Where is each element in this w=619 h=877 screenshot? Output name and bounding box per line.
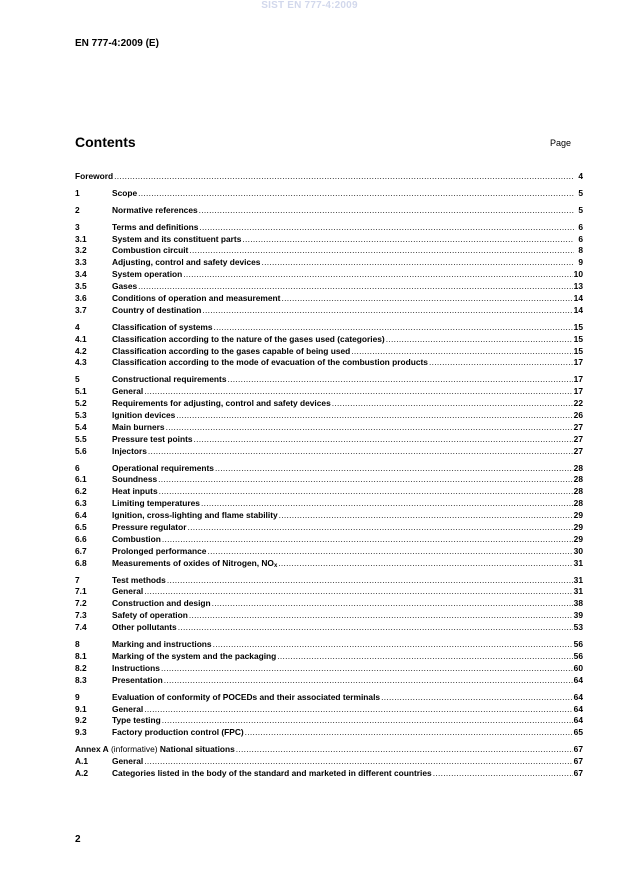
toc-entry-page: 22: [573, 398, 583, 409]
toc-entry[interactable]: [75, 675, 583, 687]
toc-entry-page: 56: [573, 639, 583, 650]
toc-leader-dots: [207, 546, 572, 558]
toc-entry[interactable]: [75, 510, 583, 522]
toc-leader-dots: [261, 257, 574, 269]
toc-entry-page: 65: [573, 727, 583, 738]
toc-entry-number: 3.7: [75, 304, 87, 315]
toc-entry-title-text: General: [112, 586, 144, 597]
toc-entry-title: [112, 558, 277, 570]
toc-entry-number: 6.2: [75, 486, 87, 497]
toc-entry-page: 15: [573, 321, 583, 332]
toc-entry-page: 28: [573, 474, 583, 485]
document-id: EN 777-4:2009 (E): [75, 38, 159, 49]
toc-entry-title-text: Classification of systems: [112, 321, 213, 332]
toc-entry-number: 6: [75, 462, 80, 473]
toc-entry-page: 29: [573, 522, 583, 533]
toc-entry[interactable]: [75, 374, 583, 386]
toc-entry[interactable]: [75, 727, 583, 739]
toc-entry[interactable]: [75, 744, 583, 756]
toc-entry-title-text: Combustion circuit: [112, 245, 189, 256]
toc-entry-number: 8.1: [75, 650, 87, 661]
toc-entry-page: 29: [573, 533, 583, 544]
toc-entry-title: [112, 422, 165, 434]
toc-entry-page: 64: [573, 691, 583, 702]
toc-leader-dots: [278, 558, 572, 570]
toc-entry-annex-qualifier: (informative): [108, 744, 160, 755]
toc-entry-title-text: Annex A: [75, 744, 109, 755]
toc-entry-title: [112, 704, 143, 716]
toc-entry-page: 28: [573, 462, 583, 473]
toc-entry-number: 4.2: [75, 345, 87, 356]
toc-entry-title: [112, 575, 166, 587]
toc-entry-title-text: Terms and definitions: [112, 221, 199, 232]
toc-entry-number: 3.6: [75, 293, 87, 303]
toc-entry-title: [112, 768, 432, 780]
toc-entry-number: 3: [75, 221, 80, 232]
toc-entry[interactable]: [75, 598, 583, 610]
toc-entry-title: [112, 234, 241, 246]
toc-entry[interactable]: [75, 692, 583, 704]
toc-entry-page: 28: [573, 498, 583, 509]
toc-entry[interactable]: [75, 410, 583, 422]
toc-entry-number: 9.2: [75, 715, 87, 726]
toc-entry[interactable]: [75, 422, 583, 434]
toc-entry-page: 60: [573, 662, 583, 673]
toc-leader-dots: [242, 234, 574, 246]
toc-entry-title-text: Classification according to the gases capable of being used: [112, 345, 351, 356]
toc-entry-number: 1: [75, 187, 80, 198]
toc-entry-title-text: Categories listed in the body of the standard and marketed in different countries: [112, 767, 432, 778]
toc-entry-number: 6.6: [75, 533, 87, 544]
toc-entry-title-text: Safety of operation: [112, 610, 188, 621]
toc-entry-number: 4.3: [75, 357, 87, 368]
toc-entry-title-text: Pressure test points: [112, 433, 193, 444]
toc-entry-title: [75, 744, 235, 756]
toc-entry-title-text: Type testing: [112, 715, 161, 726]
toc-leader-dots: [114, 171, 574, 183]
toc-entry-number: 5.2: [75, 398, 87, 409]
toc-leader-dots: [144, 704, 572, 716]
toc-leader-dots: [189, 245, 574, 257]
toc-entry-title: [112, 434, 193, 446]
toc-entry-title-text: Evaluation of conformity of POCEDs and their associated terminals: [112, 691, 381, 702]
toc-entry-page: 14: [573, 293, 583, 303]
toc-entry-title: [112, 188, 137, 200]
toc-entry-title: [112, 257, 260, 269]
toc-entry-title-text: Other pollutants: [112, 622, 177, 633]
toc-entry-title: [112, 463, 214, 475]
toc-entry-number: 7.3: [75, 610, 87, 621]
toc-entry[interactable]: [75, 305, 583, 317]
toc-leader-dots: [162, 715, 573, 727]
toc-entry-page: 31: [573, 574, 583, 585]
toc-entry-number: 9: [75, 691, 80, 702]
toc-entry[interactable]: [75, 205, 583, 217]
toc-entry[interactable]: [75, 704, 583, 716]
toc-entry[interactable]: [75, 587, 583, 599]
toc-entry-number: 9.1: [75, 703, 87, 714]
toc-entry[interactable]: [75, 610, 583, 622]
toc-entry-title: [112, 534, 161, 546]
toc-leader-dots: [189, 610, 573, 622]
toc-entry-title-text: Requirements for adjusting, control and safety devices: [112, 398, 331, 409]
toc-leader-dots: [381, 692, 573, 704]
toc-entry-title-text: Adjusting, control and safety devices: [112, 257, 261, 268]
toc-leader-dots: [159, 486, 573, 498]
contents-heading: Contents: [75, 134, 136, 150]
toc-leader-dots: [199, 205, 574, 217]
toc-entry-page: 17: [573, 386, 583, 397]
page-column-label: Page: [550, 138, 572, 148]
toc-leader-dots: [183, 269, 572, 281]
toc-entry-number: 6.8: [75, 557, 87, 568]
toc-entry-page: 56: [573, 650, 583, 661]
toc-entry-page: 38: [573, 598, 583, 609]
toc-entry-title: [112, 281, 137, 293]
toc-entry[interactable]: [75, 434, 583, 446]
toc-leader-dots: [138, 188, 574, 200]
toc-entry[interactable]: [75, 234, 583, 246]
toc-entry-page: 15: [573, 333, 583, 344]
toc-entry-title: [112, 322, 213, 334]
toc-entry-number: 5.3: [75, 410, 87, 421]
toc-entry-page: 10: [573, 269, 583, 280]
toc-entry-page: 17: [573, 374, 583, 385]
toc-entry-page: 39: [573, 610, 583, 621]
toc-entry-page: 26: [573, 410, 583, 421]
toc-entry-number: 4.1: [75, 333, 87, 344]
toc-entry[interactable]: [75, 398, 583, 410]
toc-leader-dots: [351, 346, 572, 358]
toc-entry-title: [112, 663, 160, 675]
toc-entry-page: 64: [573, 703, 583, 714]
toc-entry-page: 9: [578, 257, 583, 268]
toc-entry-page: 27: [573, 421, 583, 432]
toc-entry-title: [112, 675, 163, 687]
toc-entry-title: [112, 269, 182, 281]
toc-entry-page: 29: [573, 510, 583, 521]
toc-entry-page: 15: [573, 345, 583, 356]
toc-entry-title: [112, 756, 143, 768]
toc-entry-page: 64: [573, 715, 583, 726]
toc-entry-title-text: Soundness: [112, 474, 158, 485]
toc-entry[interactable]: [75, 558, 583, 570]
toc-entry-number: 4: [75, 321, 80, 332]
toc-entry[interactable]: [75, 334, 583, 346]
toc-entry-title-text: Construction and design: [112, 598, 211, 609]
toc-entry-number: 7.1: [75, 586, 87, 597]
toc-leader-dots: [144, 386, 572, 398]
toc-entry-title-text: Combustion: [112, 533, 161, 544]
toc-entry-page: 67: [573, 767, 583, 778]
toc-entry-title-text: General: [112, 703, 144, 714]
toc-entry-title-text: Test methods: [112, 574, 166, 585]
toc-leader-dots: [429, 357, 573, 369]
toc-entry-number: 6.4: [75, 510, 87, 521]
toc-entry-title-text: Marking and instructions: [112, 639, 212, 650]
toc-entry[interactable]: [75, 639, 583, 651]
toc-entry-number: 2: [75, 204, 80, 215]
toc-entry-title: [112, 386, 143, 398]
toc-entry-title: [112, 222, 198, 234]
toc-entry[interactable]: [75, 663, 583, 675]
toc-leader-dots: [213, 639, 573, 651]
toc-entry-title-text: Injectors: [112, 445, 147, 456]
toc-entry-title-text: Measurements of oxides of Nitrogen, NO: [112, 557, 274, 568]
toc-leader-dots: [199, 222, 574, 234]
toc-entry-number: 8.2: [75, 662, 87, 673]
toc-entry-title-text: Marking of the system and the packaging: [112, 650, 277, 661]
toc-entry-number: 7.2: [75, 598, 87, 609]
toc-entry[interactable]: [75, 357, 583, 369]
toc-entry-title-text: Conditions of operation and measurement: [112, 293, 281, 303]
toc-entry-title: [112, 205, 198, 217]
toc-entry-page: 14: [573, 304, 583, 315]
toc-entry-number: A.1: [75, 756, 89, 767]
toc-leader-dots: [214, 322, 573, 334]
toc-entry-number: 3.2: [75, 245, 87, 256]
toc-entry-title: [112, 510, 278, 522]
toc-leader-dots: [187, 522, 572, 534]
toc-entry-title: [112, 715, 161, 727]
toc-entry-title: [112, 374, 226, 386]
toc-entry-annex-title: National situations: [159, 744, 235, 755]
toc-leader-dots: [227, 374, 572, 386]
toc-entry-title-text: Presentation: [112, 674, 163, 685]
toc-entry-title: [112, 498, 200, 510]
toc-entry[interactable]: [75, 257, 583, 269]
toc-entry-number: 5.1: [75, 386, 87, 397]
toc-leader-dots: [144, 756, 572, 768]
toc-entry-title: [112, 410, 175, 422]
toc-entry-page: 67: [573, 744, 583, 755]
toc-leader-dots: [176, 410, 572, 422]
toc-leader-dots: [167, 575, 573, 587]
toc-leader-dots: [148, 446, 573, 458]
toc-entry-subscript: x: [273, 562, 278, 569]
toc-entry-number: 5.6: [75, 445, 87, 456]
toc-entry-number: 8.3: [75, 674, 87, 685]
toc-leader-dots: [279, 510, 573, 522]
toc-entry-title-text: Country of destination: [112, 304, 202, 315]
toc-entry[interactable]: [75, 245, 583, 257]
toc-entry-title-text: Factory production control (FPC): [112, 727, 244, 738]
toc-entry-page: 17: [573, 357, 583, 368]
toc-entry-title-text: Normative references: [112, 204, 198, 215]
toc-leader-dots: [158, 474, 573, 486]
toc-entry-title-text: Instructions: [112, 662, 160, 673]
toc-entry-number: 3.4: [75, 269, 87, 280]
toc-entry-title: [112, 334, 385, 346]
toc-entry-title: [112, 293, 280, 305]
toc-entry-page: 27: [573, 445, 583, 456]
toc-entry-number: 9.3: [75, 727, 87, 738]
toc-entry-title: [112, 522, 186, 534]
toc-entry[interactable]: [75, 322, 583, 334]
toc-entry-title-text: System operation: [112, 269, 183, 280]
toc-leader-dots: [281, 293, 572, 305]
toc-entry-title-text: Operational requirements: [112, 462, 214, 473]
toc-entry-title-text: General: [112, 756, 144, 767]
toc-entry-page: 4: [578, 170, 583, 181]
toc-entry[interactable]: [75, 474, 583, 486]
toc-entry-page: 6: [578, 221, 583, 232]
toc-entry-title: [112, 692, 380, 704]
toc-entry-title-text: Pressure regulator: [112, 522, 187, 533]
toc-entry[interactable]: [75, 622, 583, 634]
toc-entry-title: [112, 446, 147, 458]
toc-entry[interactable]: [75, 346, 583, 358]
toc-entry-title: [112, 598, 211, 610]
toc-entry[interactable]: [75, 498, 583, 510]
toc-entry-title: [112, 346, 350, 358]
toc-entry-title: [112, 639, 212, 651]
toc-leader-dots: [386, 334, 573, 346]
toc-entry-title: [112, 398, 331, 410]
toc-entry-title-text: Heat inputs: [112, 486, 158, 497]
toc-entry-page: 64: [573, 674, 583, 685]
toc-leader-dots: [138, 281, 573, 293]
toc-entry-number: 6.3: [75, 498, 87, 509]
toc-entry-title: [112, 610, 188, 622]
toc-entry-number: 6.1: [75, 474, 87, 485]
toc-entry[interactable]: [75, 269, 583, 281]
toc-leader-dots: [194, 434, 573, 446]
toc-entry-number: 7.4: [75, 622, 87, 633]
toc-leader-dots: [212, 598, 573, 610]
toc-entry-title: [112, 486, 158, 498]
page-number: 2: [75, 834, 81, 845]
toc-entry-title: [112, 305, 201, 317]
toc-entry-title-text: System and its constituent parts: [112, 233, 242, 244]
toc-entry-page: 5: [578, 187, 583, 198]
toc-entry-title: [112, 622, 177, 634]
toc-entry[interactable]: [75, 171, 583, 183]
toc-entry-title: [112, 727, 244, 739]
toc-entry-page: 31: [573, 557, 583, 568]
toc-entry[interactable]: [75, 486, 583, 498]
toc-entry[interactable]: [75, 575, 583, 587]
toc-leader-dots: [215, 463, 573, 475]
toc-entry-page: 27: [573, 433, 583, 444]
toc-entry[interactable]: [75, 188, 583, 200]
toc-entry[interactable]: [75, 446, 583, 458]
toc-entry[interactable]: [75, 522, 583, 534]
toc-entry-title: [112, 357, 428, 369]
toc-entry-title-text: Scope: [112, 187, 138, 198]
toc-entry[interactable]: [75, 546, 583, 558]
toc-entry-number: 3.1: [75, 233, 87, 244]
toc-entry-title: [112, 245, 188, 257]
toc-entry-page: 53: [573, 622, 583, 633]
toc-entry-number: 8: [75, 639, 80, 650]
toc-entry-number: A.2: [75, 767, 89, 778]
toc-entry[interactable]: [75, 281, 583, 293]
watermark: SIST EN 777-4:2009: [261, 0, 358, 11]
toc-entry-page: 31: [573, 586, 583, 597]
toc-entry[interactable]: [75, 756, 583, 768]
toc-entry-number: 5.5: [75, 433, 87, 444]
toc-entry-title-text: Ignition, cross-lighting and flame stability: [112, 510, 278, 521]
toc-entry[interactable]: [75, 386, 583, 398]
toc-leader-dots: [162, 534, 573, 546]
toc-entry-title-text: General: [112, 386, 144, 397]
toc-entry-title: [112, 474, 157, 486]
toc-entry-title-text: Classification according to the mode of evacuation of the combustion products: [112, 357, 428, 368]
toc-entry-title-text: Ignition devices: [112, 410, 176, 421]
toc-entry-page: 6: [578, 233, 583, 244]
toc-leader-dots: [202, 305, 572, 317]
toc-entry[interactable]: [75, 715, 583, 727]
toc-entry-page: 30: [573, 545, 583, 556]
toc-leader-dots: [433, 768, 573, 780]
toc-entry-title-text: Constructional requirements: [112, 374, 227, 385]
toc-leader-dots: [166, 422, 573, 434]
table-of-contents: [75, 171, 583, 780]
toc-entry-number: 6.5: [75, 522, 87, 533]
toc-entry-title-text: Prolonged performance: [112, 545, 207, 556]
toc-entry-title-text: Classification according to the nature of the gases used (categories): [112, 333, 385, 344]
toc-entry[interactable]: [75, 651, 583, 663]
toc-entry-number: 3.3: [75, 257, 87, 268]
toc-entry-title: [75, 171, 113, 183]
toc-leader-dots: [277, 651, 572, 663]
toc-entry[interactable]: [75, 222, 583, 234]
toc-entry[interactable]: [75, 534, 583, 546]
toc-entry[interactable]: [75, 768, 583, 780]
toc-entry-title: [112, 586, 143, 598]
toc-entry-title-text: Main burners: [112, 421, 165, 432]
toc-entry-number: 3.5: [75, 281, 87, 292]
toc-leader-dots: [144, 587, 572, 599]
toc-leader-dots: [161, 663, 573, 675]
toc-entry-title-text: Foreword: [75, 170, 114, 181]
toc-leader-dots: [332, 398, 573, 410]
toc-entry-page: 28: [573, 486, 583, 497]
toc-entry-title-text: Gases: [112, 281, 138, 292]
toc-leader-dots: [164, 675, 573, 687]
toc-entry-page: 67: [573, 756, 583, 767]
toc-entry-number: 5.4: [75, 421, 87, 432]
toc-entry-number: 7: [75, 574, 80, 585]
toc-entry[interactable]: [75, 463, 583, 475]
toc-leader-dots: [245, 727, 573, 739]
toc-entry-title: [112, 651, 276, 663]
toc-entry-number: 5: [75, 374, 80, 385]
toc-leader-dots: [201, 498, 573, 510]
toc-entry[interactable]: [75, 293, 583, 305]
toc-entry-title: [112, 546, 206, 558]
toc-entry-page: 5: [578, 204, 583, 215]
toc-entry-page: 13: [573, 281, 583, 292]
toc-leader-dots: [178, 622, 573, 634]
toc-leader-dots: [236, 744, 573, 756]
toc-entry-page: 8: [578, 245, 583, 256]
toc-entry-title-text: Limiting temperatures: [112, 498, 200, 509]
toc-entry-number: 6.7: [75, 545, 87, 556]
